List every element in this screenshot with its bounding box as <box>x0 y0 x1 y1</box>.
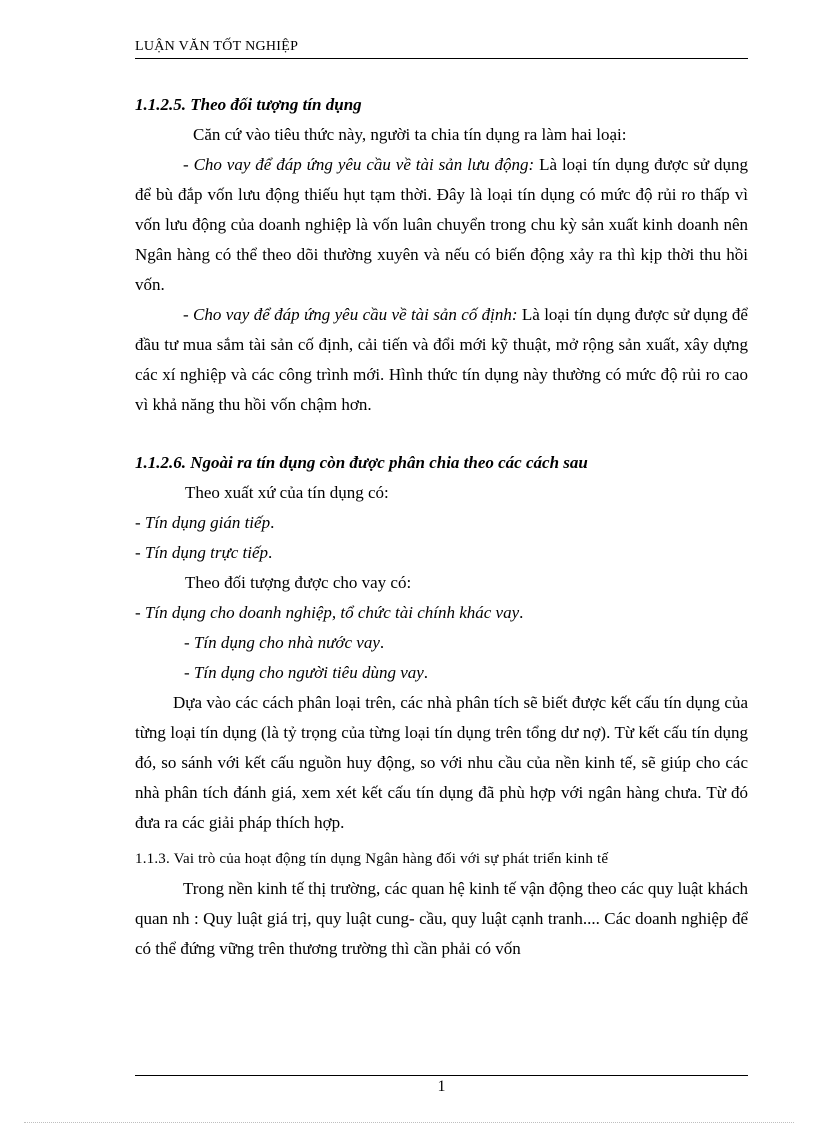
page-number: 1 <box>437 1078 446 1095</box>
section-heading-1-1-2-6: 1.1.2.6. Ngoài ra tín dụng còn được phân chia theo các cách sau <box>135 453 588 472</box>
fixed-asset-loan-paragraph <box>135 300 748 420</box>
current-asset-loan-text: Là loại tín dụng được sử dụng để bù đắp vốn lưu động thiếu hụt tạm thời. Đây là loại tín dụng có mức độ rủi ro thấp vì vốn lưu động của doanh nghiệp là vốn luân chuyển trong chu kỳ sản xuất kinh doanh nên Ngân hàng có thể theo dõi thường xuyên và nếu có biến động xảy ra thì kịp thời thu hồi vốn. <box>135 155 748 294</box>
list-item: - Tín dụng gián tiếp. <box>135 513 275 532</box>
list-item: - Tín dụng trực tiếp. <box>135 543 273 562</box>
list-item: - Tín dụng cho doanh nghiệp, tổ chức tài chính khác vay. <box>135 603 524 622</box>
market-economy-paragraph: Trong nền kinh tế thị trường, các quan hệ kinh tế vận động theo các quy luật khách quan nh : Quy luật giá trị, quy luật cung- cầu, quy luật cạnh tranh.... Các doanh nghiệp để có thể đứng vững trên thương trường thì cần phải có vốn <box>135 879 748 958</box>
section-intro-paragraph: Căn cứ vào tiêu thức này, người ta chia tín dụng ra làm hai loại: <box>193 125 627 144</box>
running-header: LUẬN VĂN TỐT NGHIỆP <box>135 39 299 54</box>
footer-divider <box>135 1075 748 1076</box>
classification-summary-paragraph: Dựa vào các cách phân loại trên, các nhà phân tích sẽ biết được kết cấu tín dụng của từng loại tín dụng (là tỷ trọng của từng loại tín dụng trên tổng dư nợ). Từ kết cấu tín dụng đó, so sánh với kết cấu nguồn huy động, so với nhu cầu của nền kinh tế, sẽ giúp cho các nhà phân tích đánh giá, xem xét kết cấu tín dụng đã phù hợp với ngân hàng chưa. Từ đó đưa ra các giải pháp thích hợp. <box>135 693 748 832</box>
current-asset-loan-paragraph <box>135 150 748 300</box>
fixed-asset-loan-text: Là loại tín dụng được sử dụng để đầu tư mua sắm tài sản cố định, cải tiến và đổi mới kỹ thuật, mở rộng sản xuất, xây dựng các xí nghiệp và các công trình mới. Hình thức tín dụng này thường có mức độ rủi ro cao vì khả năng thu hồi vốn chậm hơn. <box>135 305 748 414</box>
borrower-label: Theo đối tượng được cho vay có: <box>185 573 412 592</box>
list-item: - Tín dụng cho người tiêu dùng vay. <box>184 663 429 682</box>
list-item: - Tín dụng cho nhà nước vay. <box>184 633 385 652</box>
section-spacer <box>135 420 748 448</box>
origin-label: Theo xuất xứ của tín dụng có: <box>185 483 389 502</box>
fixed-asset-loan-term: - Cho vay để đáp ứng yêu cầu về tài sản cố định: <box>183 305 518 324</box>
current-asset-loan-term: - Cho vay để đáp ứng yêu cầu về tài sản lưu động: <box>183 155 535 174</box>
header-divider <box>135 58 748 59</box>
section-heading-1-1-3: 1.1.3. Vai trò của hoạt động tín dụng Ngân hàng đối với sự phát triển kinh tế <box>135 851 609 867</box>
section-heading-1-1-2-5: 1.1.2.5. Theo đối tượng tín dụng <box>135 95 362 114</box>
page-body <box>135 90 748 964</box>
